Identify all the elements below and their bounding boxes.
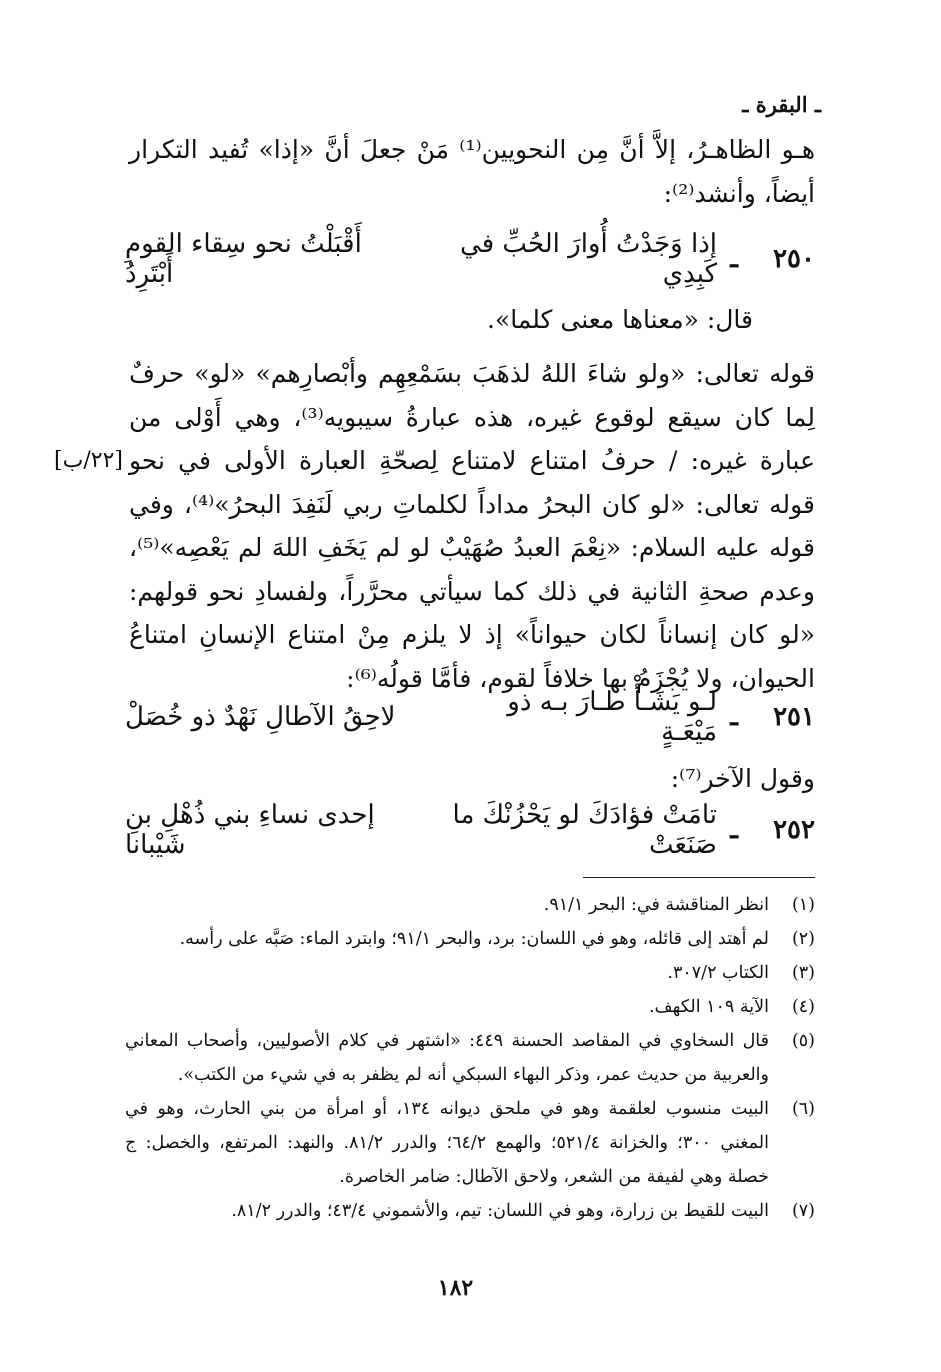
page-number: ١٨٢ <box>437 1275 474 1301</box>
verse-dash: ـ <box>730 815 738 845</box>
paragraph-other-poet: وقول الآخر⁽⁷⁾: <box>670 764 815 793</box>
verse-hemistich-first: تامَتْ فؤادَكَ لو يَحْزُنْكَ ما صَنَعَتْ <box>452 800 717 860</box>
footnote-number: (٦) <box>791 1099 815 1119</box>
paragraph-meaning: قال: «معناها معنى كلما». <box>486 305 753 334</box>
footnotes <box>125 888 815 1228</box>
verse-number: ٢٥٢ <box>773 815 815 845</box>
verse-number: ٢٥١ <box>773 702 815 732</box>
footnote-separator <box>583 877 815 878</box>
verse-number: ٢٥٠ <box>773 244 815 274</box>
footnote-number: (٤) <box>791 997 815 1017</box>
footnote-text: البيت للقيط بن زرارة، وهو في اللسان: تيم، والأشموني ٤٣/٤؛ والدرر ٨١/٢. <box>231 1201 769 1221</box>
footnote-number: (٣) <box>791 963 815 983</box>
footnote-number: (٢) <box>791 929 815 949</box>
verse-252 <box>125 800 815 860</box>
footnote-text: قال السخاوي في المقاصد الحسنة ٤٤٩: «اشتهر في كلام الأصوليين، وأصحاب المعاني والعربية من حديث عمر، وذكر البهاء السبكي أنه لم يظفر به في شيء من الكتب». <box>125 1031 769 1085</box>
verse-hemistich-second: لاحِقُ الآطالِ نَهْدٌ ذو خُصَلْ <box>125 702 396 732</box>
verse-dash: ـ <box>730 244 738 274</box>
footnote <box>125 1092 815 1194</box>
verse-250 <box>125 229 815 289</box>
verse-hemistich-first: لـو يَشَـأْ طـارَ بـه ذو مَيْعَـةٍ <box>507 687 717 747</box>
footnote <box>125 1024 815 1092</box>
footnote <box>125 956 815 990</box>
footnote-text: البيت منسوب لعلقمة وهو في ملحق ديوانه ١٣٤، أو امرأة من بني الحارث، وهو في المغني ٣٠٠؛ والخزانة ٥٢١/٤؛ والهمع ٦٤/٢؛ والدرر ٨١/٢. والنهد: المرتفع، والخصل: ج خصلة وهي لفيفة من الشعر، ولاحق الآطال: ضامر الخاصرة. <box>125 1099 769 1187</box>
verse-251 <box>125 687 815 747</box>
paragraph-law: قوله تعالى: «ولو شاءَ اللهُ لذهَبَ بسَمْعِهِم وأبْصارِهم» «لو» حرفٌ لِما كان سيقع لوقوع غيره، هذه عبارةُ سيبويه⁽³⁾، وهي أَوْلى من عبارة غيره: / حرفُ امتناع لامتناع لِصحّةِ العبارة الأولى في نحو قوله تعالى: «لو كان البحرُ مداداً لكلماتِ ربي لَنَفِدَ البحرُ»⁽⁴⁾، وفي قوله عليه السلام: «نِعْمَ العبدُ صُهَيْبٌ لو لم يَخَفِ اللهَ لم يَعْصِه»⁽⁵⁾، وعدم صحةِ الثانية في ذلك كما سيأتي محرَّراً، ولفسادِ نحو قولهم: «لو كان إنساناً لكان حيواناً» إذ لا يلزم مِنْ امتناع الإنسانِ امتناعُ الحيوان، ولا يُجْزَمُ بها خلافاً لقوم، فأمَّا قولُه⁽⁶⁾: <box>129 359 815 693</box>
footnote <box>125 1194 815 1228</box>
footnote-text: الآية ١٠٩ الكهف. <box>648 997 769 1017</box>
verse-hemistich-second: إحدى نساءِ بني ذُهْلِ بنِ شَيْبانا <box>125 800 375 860</box>
footnote-number: (٧) <box>791 1201 815 1221</box>
footnote <box>125 888 815 922</box>
footnote-text: انظر المناقشة في: البحر ٩١/١. <box>543 895 769 915</box>
verse-dash: ـ <box>730 702 738 732</box>
footnote <box>125 990 815 1024</box>
footnote-text: الكتاب ٣٠٧/٢. <box>667 963 769 983</box>
footnote-text: لم أهتد إلى قائله، وهو في اللسان: برد، والبحر ٩١/١؛ وابترد الماء: صَبَّه على رأسه. <box>179 929 769 949</box>
manuscript-margin-reference: [٢٢/ب] <box>54 448 123 473</box>
verse-hemistich-first: إذا وَجَدْتُ أُوارَ الحُبِّ في كَبِدِي <box>460 229 717 289</box>
paragraph-intro: هـو الظاهـرُ، إلاَّ أنَّ مِن النحويين⁽¹⁾ مَنْ جعلَ أنَّ «إذا» تُفيد التكرار أيضاً، وأنشد⁽²⁾: <box>129 135 815 208</box>
running-header: ـ البقرة ـ <box>742 92 821 117</box>
footnote-number: (١) <box>791 895 815 915</box>
verse-hemistich-second: أَقْبَلْتُ نحو سِقاء القومِ أَبْتَرِدُ <box>125 229 362 289</box>
footnote-number: (٥) <box>791 1031 815 1051</box>
footnote <box>125 922 815 956</box>
